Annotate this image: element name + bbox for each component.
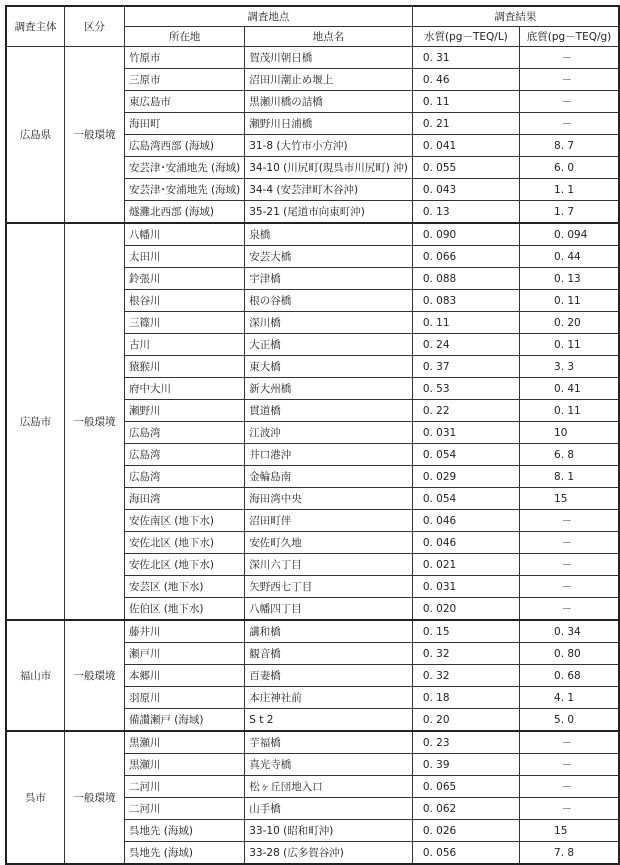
sediment-value-cell: 0. 094 [520, 223, 619, 246]
sediment-value-cell: 3. 3 [520, 356, 619, 378]
header-water: 水質(pg－TEQ/L) [412, 27, 519, 47]
header-entity: 調査主体 [6, 6, 65, 47]
entity-cell: 広島県 [6, 47, 65, 224]
sediment-value-cell: － [520, 554, 619, 576]
water-value-cell: 0. 22 [412, 400, 519, 422]
point-name-cell: S t 2 [245, 709, 413, 732]
table-row [6, 731, 619, 754]
water-value-cell: 0. 32 [412, 643, 519, 665]
table-row [6, 620, 619, 643]
location-cell: 二河川 [124, 798, 244, 820]
point-name-cell: 泉橋 [245, 223, 413, 246]
point-name-cell: 深川橋 [245, 312, 413, 334]
entity-cell: 福山市 [6, 620, 65, 731]
water-value-cell: 0. 046 [412, 532, 519, 554]
header-category: 区分 [65, 6, 125, 47]
point-name-cell: 35-21 (尾道市向東町沖) [245, 201, 413, 224]
sediment-value-cell: 8. 1 [520, 466, 619, 488]
sediment-value-cell: 0. 68 [520, 665, 619, 687]
entity-cell: 呉市 [6, 731, 65, 864]
point-name-cell: 宇津橋 [245, 268, 413, 290]
location-cell: 安佐北区 (地下水) [124, 532, 244, 554]
dioxin-survey-table [5, 5, 620, 865]
water-value-cell: 0. 37 [412, 356, 519, 378]
sediment-value-cell: － [520, 598, 619, 621]
sediment-value-cell: 15 [520, 820, 619, 842]
sediment-value-cell: － [520, 510, 619, 532]
sediment-value-cell: 1. 7 [520, 201, 619, 224]
point-name-cell: 東大橋 [245, 356, 413, 378]
water-value-cell: 0. 31 [412, 47, 519, 69]
sediment-value-cell: － [520, 47, 619, 69]
location-cell: 本郷川 [124, 665, 244, 687]
location-cell: 広島湾 [124, 422, 244, 444]
water-value-cell: 0. 031 [412, 576, 519, 598]
water-value-cell: 0. 32 [412, 665, 519, 687]
sediment-value-cell: － [520, 731, 619, 754]
water-value-cell: 0. 062 [412, 798, 519, 820]
point-name-cell: 井口港沖 [245, 444, 413, 466]
water-value-cell: 0. 026 [412, 820, 519, 842]
location-cell: 海田町 [124, 113, 244, 135]
point-name-cell: 矢野西七丁目 [245, 576, 413, 598]
location-cell: 黒瀬川 [124, 731, 244, 754]
sediment-value-cell: 0. 34 [520, 620, 619, 643]
point-name-cell: 八幡四丁目 [245, 598, 413, 621]
sediment-value-cell: 0. 20 [520, 312, 619, 334]
point-name-cell: 安佐町久地 [245, 532, 413, 554]
location-cell: 瀬野川 [124, 400, 244, 422]
category-cell: 一般環境 [65, 47, 125, 224]
point-name-cell: 瀬野川日浦橋 [245, 113, 413, 135]
sediment-value-cell: 0. 44 [520, 246, 619, 268]
water-value-cell: 0. 21 [412, 113, 519, 135]
location-cell: 八幡川 [124, 223, 244, 246]
point-name-cell: 観音橋 [245, 643, 413, 665]
location-cell: 呉地先 (海域) [124, 842, 244, 865]
point-name-cell: 金輪島南 [245, 466, 413, 488]
location-cell: 安芸区 (地下水) [124, 576, 244, 598]
point-name-cell: 33-10 (昭和町沖) [245, 820, 413, 842]
sediment-value-cell: 0. 11 [520, 334, 619, 356]
sediment-value-cell: 6. 0 [520, 157, 619, 179]
category-cell: 一般環境 [65, 620, 125, 731]
sediment-value-cell: － [520, 798, 619, 820]
category-cell: 一般環境 [65, 223, 125, 620]
location-cell: 瀬戸川 [124, 643, 244, 665]
point-name-cell: 31-8 (大竹市小方沖) [245, 135, 413, 157]
location-cell: 太田川 [124, 246, 244, 268]
water-value-cell: 0. 021 [412, 554, 519, 576]
location-cell: 広島湾 [124, 466, 244, 488]
water-value-cell: 0. 23 [412, 731, 519, 754]
point-name-cell: 根の谷橋 [245, 290, 413, 312]
point-name-cell: 大正橋 [245, 334, 413, 356]
sediment-value-cell: 7. 8 [520, 842, 619, 865]
sediment-value-cell: 15 [520, 488, 619, 510]
location-cell: 古川 [124, 334, 244, 356]
location-cell: 三原市 [124, 69, 244, 91]
location-cell: 海田湾 [124, 488, 244, 510]
table-row [6, 223, 619, 246]
point-name-cell: 黒瀬川橋の詰橋 [245, 91, 413, 113]
water-value-cell: 0. 055 [412, 157, 519, 179]
sediment-value-cell: 8. 7 [520, 135, 619, 157]
point-name-cell: 33-28 (広多賀谷沖) [245, 842, 413, 865]
location-cell: 藤井川 [124, 620, 244, 643]
point-name-cell: 安芸大橋 [245, 246, 413, 268]
point-name-cell: 34-10 (川尻町(現呉市川尻町) 沖) [245, 157, 413, 179]
water-value-cell: 0. 090 [412, 223, 519, 246]
location-cell: 黒瀬川 [124, 754, 244, 776]
water-value-cell: 0. 046 [412, 510, 519, 532]
location-cell: 佐伯区 (地下水) [124, 598, 244, 621]
point-name-cell: 海田湾中央 [245, 488, 413, 510]
point-name-cell: 百妻橋 [245, 665, 413, 687]
point-name-cell: 松ヶ丘団地入口 [245, 776, 413, 798]
location-cell: 根谷川 [124, 290, 244, 312]
point-name-cell: 講和橋 [245, 620, 413, 643]
sediment-value-cell: － [520, 776, 619, 798]
water-value-cell: 0. 020 [412, 598, 519, 621]
location-cell: 府中大川 [124, 378, 244, 400]
entity-cell: 広島市 [6, 223, 65, 620]
location-cell: 呉地先 (海域) [124, 820, 244, 842]
sediment-value-cell: 0. 41 [520, 378, 619, 400]
header-survey-point: 調査地点 [124, 6, 412, 27]
point-name-cell: 深川六丁目 [245, 554, 413, 576]
sediment-value-cell: 0. 11 [520, 290, 619, 312]
survey-table-container [5, 5, 620, 865]
water-value-cell: 0. 39 [412, 754, 519, 776]
header-sediment: 底質(pg－TEQ/g) [520, 27, 619, 47]
location-cell: 安芸津･安浦地先 (海域) [124, 179, 244, 201]
sediment-value-cell: － [520, 576, 619, 598]
sediment-value-cell: － [520, 754, 619, 776]
location-cell: 二河川 [124, 776, 244, 798]
point-name-cell: 34-4 (安芸津町木谷沖) [245, 179, 413, 201]
category-cell: 一般環境 [65, 731, 125, 864]
location-cell: 鈴張川 [124, 268, 244, 290]
point-name-cell: 江波沖 [245, 422, 413, 444]
location-cell: 広島湾西部 (海域) [124, 135, 244, 157]
point-name-cell: 真光寺橋 [245, 754, 413, 776]
point-name-cell: 貫道橋 [245, 400, 413, 422]
water-value-cell: 0. 088 [412, 268, 519, 290]
sediment-value-cell: 1. 1 [520, 179, 619, 201]
header-location: 所在地 [124, 27, 244, 47]
sediment-value-cell: 6. 8 [520, 444, 619, 466]
water-value-cell: 0. 031 [412, 422, 519, 444]
water-value-cell: 0. 054 [412, 444, 519, 466]
sediment-value-cell: － [520, 113, 619, 135]
location-cell: 安佐南区 (地下水) [124, 510, 244, 532]
location-cell: 三篠川 [124, 312, 244, 334]
sediment-value-cell: 4. 1 [520, 687, 619, 709]
water-value-cell: 0. 083 [412, 290, 519, 312]
water-value-cell: 0. 13 [412, 201, 519, 224]
water-value-cell: 0. 041 [412, 135, 519, 157]
sediment-value-cell: 0. 80 [520, 643, 619, 665]
point-name-cell: 本庄神社前 [245, 687, 413, 709]
sediment-value-cell: 0. 11 [520, 400, 619, 422]
water-value-cell: 0. 043 [412, 179, 519, 201]
location-cell: 広島湾 [124, 444, 244, 466]
water-value-cell: 0. 20 [412, 709, 519, 732]
location-cell: 燧灘北西部 (海域) [124, 201, 244, 224]
water-value-cell: 0. 15 [412, 620, 519, 643]
table-row [6, 47, 619, 69]
sediment-value-cell: － [520, 69, 619, 91]
point-name-cell: 沼田川潮止め堰上 [245, 69, 413, 91]
water-value-cell: 0. 18 [412, 687, 519, 709]
location-cell: 羽原川 [124, 687, 244, 709]
water-value-cell: 0. 11 [412, 91, 519, 113]
water-value-cell: 0. 065 [412, 776, 519, 798]
header-result: 調査結果 [412, 6, 619, 27]
table-body [6, 47, 619, 865]
location-cell: 安佐北区 (地下水) [124, 554, 244, 576]
point-name-cell: 新大州橋 [245, 378, 413, 400]
water-value-cell: 0. 029 [412, 466, 519, 488]
sediment-value-cell: 10 [520, 422, 619, 444]
water-value-cell: 0. 53 [412, 378, 519, 400]
water-value-cell: 0. 24 [412, 334, 519, 356]
point-name-cell: 山手橋 [245, 798, 413, 820]
location-cell: 猿猴川 [124, 356, 244, 378]
water-value-cell: 0. 46 [412, 69, 519, 91]
water-value-cell: 0. 054 [412, 488, 519, 510]
water-value-cell: 0. 11 [412, 312, 519, 334]
sediment-value-cell: 5. 0 [520, 709, 619, 732]
location-cell: 安芸津･安浦地先 (海域) [124, 157, 244, 179]
point-name-cell: 芋福橋 [245, 731, 413, 754]
header-row-1 [6, 6, 619, 27]
water-value-cell: 0. 066 [412, 246, 519, 268]
location-cell: 竹原市 [124, 47, 244, 69]
location-cell: 備讃瀬戸 (海域) [124, 709, 244, 732]
point-name-cell: 沼田町伴 [245, 510, 413, 532]
sediment-value-cell: 0. 13 [520, 268, 619, 290]
point-name-cell: 賀茂川朝日橋 [245, 47, 413, 69]
location-cell: 東広島市 [124, 91, 244, 113]
sediment-value-cell: － [520, 532, 619, 554]
sediment-value-cell: － [520, 91, 619, 113]
header-point-name: 地点名 [245, 27, 413, 47]
water-value-cell: 0. 056 [412, 842, 519, 865]
